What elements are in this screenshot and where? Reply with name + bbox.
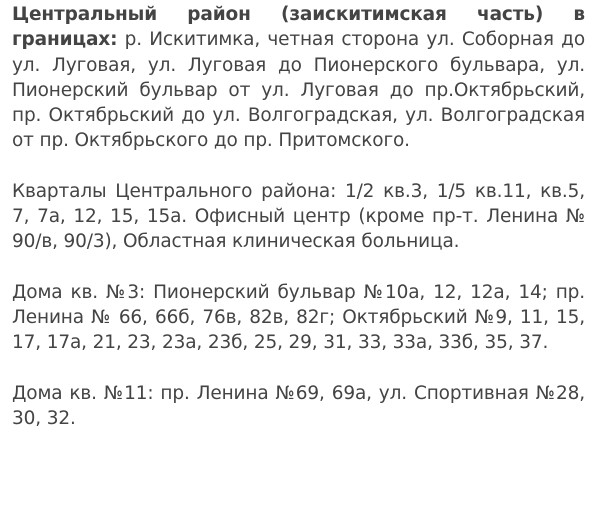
paragraph-text: Кварталы Центрального района: 1/2 кв.3, 1/5 кв.11, кв.5, 7, 7а, 12, 15, 15а. Офисный центр (кроме пр-т. Ленина № 90/в, 90/3), Областная клиническая больница. — [12, 180, 585, 253]
paragraph-district-boundaries — [12, 2, 585, 154]
paragraph-houses-quarter-11 — [12, 381, 585, 432]
paragraph-text: Дома кв. №3: Пионерский бульвар №10а, 12, 12а, 14; пр. Ленина № 66, 66б, 76в, 82в, 82г; Октябрьский №9, 11, 15, 17, 17а, 21, 23, 23а, 23б, 25, 29, 31, 33, 33а, 33б, 35, 37. — [12, 281, 585, 354]
paragraph-text: Дома кв. №11: пр. Ленина №69, 69а, ул. Спортивная №28, 30, 32. — [12, 382, 585, 429]
paragraph-heading: Центральный район (заискитимская часть) в границах: — [12, 4, 585, 51]
paragraph-quarters — [12, 179, 585, 255]
paragraph-text: р. Искитимка, четная сторона ул. Соборная до ул. Луговая, ул. Луговая до Пионерского бульвара, ул. Пионерский бульвар от ул. Луговая до пр.Октябрьский, пр. Октябрьский до ул. Волгоградская, ул. Волгоградская от пр. Октябрьского до пр. Притомского. — [12, 29, 585, 152]
paragraph-houses-quarter-3 — [12, 280, 585, 356]
